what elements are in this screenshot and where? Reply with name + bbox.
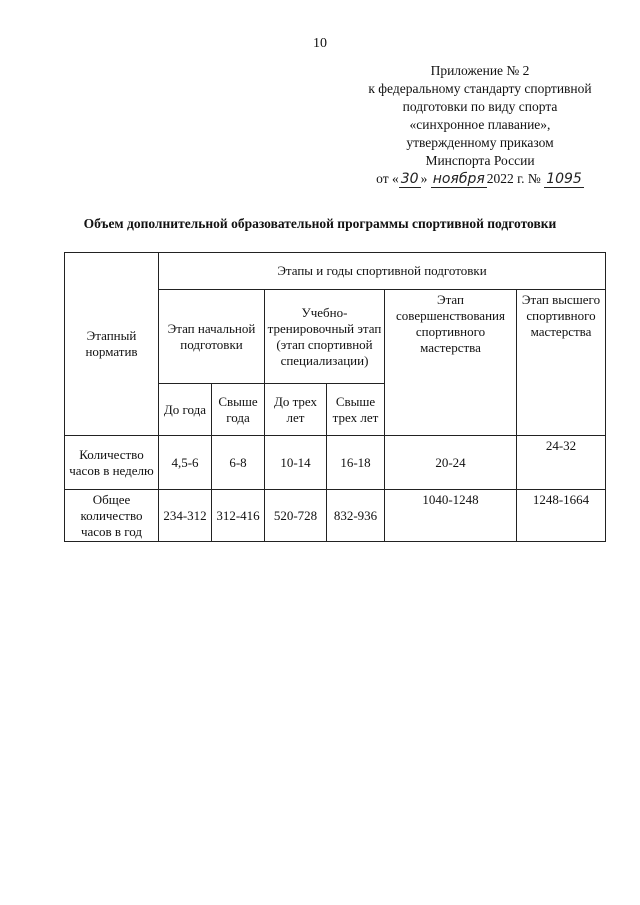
table-row <box>65 436 606 490</box>
order-day: 30 <box>400 171 419 187</box>
program-volume-table <box>64 252 606 542</box>
table-cell: 1248-1664 <box>517 490 606 542</box>
appendix-line-6: Минспорта России <box>425 153 535 168</box>
subheader-up-to-year: До года <box>159 384 212 436</box>
header-stage-training: Учебно-тренировочный этап (этап спортивной специализации) <box>265 290 385 384</box>
table-cell: 4,5-6 <box>159 436 212 490</box>
appendix-line-4: «синхронное плавание», <box>409 117 551 132</box>
order-date-line <box>330 170 630 188</box>
row-label: Общее количество часов в год <box>65 490 159 542</box>
appendix-line-1: Приложение № 2 <box>430 63 530 78</box>
header-stage-improvement: Этап совершенствования спортивного мастерства <box>385 290 517 436</box>
header-stage-higher: Этап высшего спортивного мастерства <box>517 290 606 436</box>
appendix-line-2: к федеральному стандарту спортивной <box>368 81 592 96</box>
table-cell: 1040-1248 <box>385 490 517 542</box>
order-month: ноября <box>432 171 485 187</box>
table-cell: 24-32 <box>517 436 606 490</box>
appendix-line-5: утвержденному приказом <box>406 135 554 150</box>
subheader-over-three-years: Свыше трех лет <box>327 384 385 436</box>
page-number: 10 <box>313 36 327 51</box>
row-label: Количество часов в неделю <box>65 436 159 490</box>
date-quote-close: » <box>420 171 428 186</box>
table-cell: 16-18 <box>327 436 385 490</box>
table-cell: 520-728 <box>265 490 327 542</box>
subheader-up-to-three-years: До трех лет <box>265 384 327 436</box>
order-number: 1095 <box>546 171 582 187</box>
order-year: 2022 г. № <box>486 171 541 186</box>
appendix-line-3: подготовки по виду спорта <box>402 99 558 114</box>
table-cell: 10-14 <box>265 436 327 490</box>
table-cell: 234-312 <box>159 490 212 542</box>
header-stages-group: Этапы и годы спортивной подготовки <box>159 253 606 290</box>
table-cell: 6-8 <box>212 436 265 490</box>
header-norm: Этапный норматив <box>65 253 159 436</box>
subheader-over-year: Свыше года <box>212 384 265 436</box>
table-cell: 20-24 <box>385 436 517 490</box>
table-row <box>65 490 606 542</box>
table-cell: 832-936 <box>327 490 385 542</box>
appendix-block <box>330 62 630 188</box>
document-title: Объем дополнительной образовательной программы спортивной подготовки <box>83 216 557 231</box>
table-cell: 312-416 <box>212 490 265 542</box>
date-prefix: от « <box>376 171 399 186</box>
header-stage-initial: Этап начальной подготовки <box>159 290 265 384</box>
